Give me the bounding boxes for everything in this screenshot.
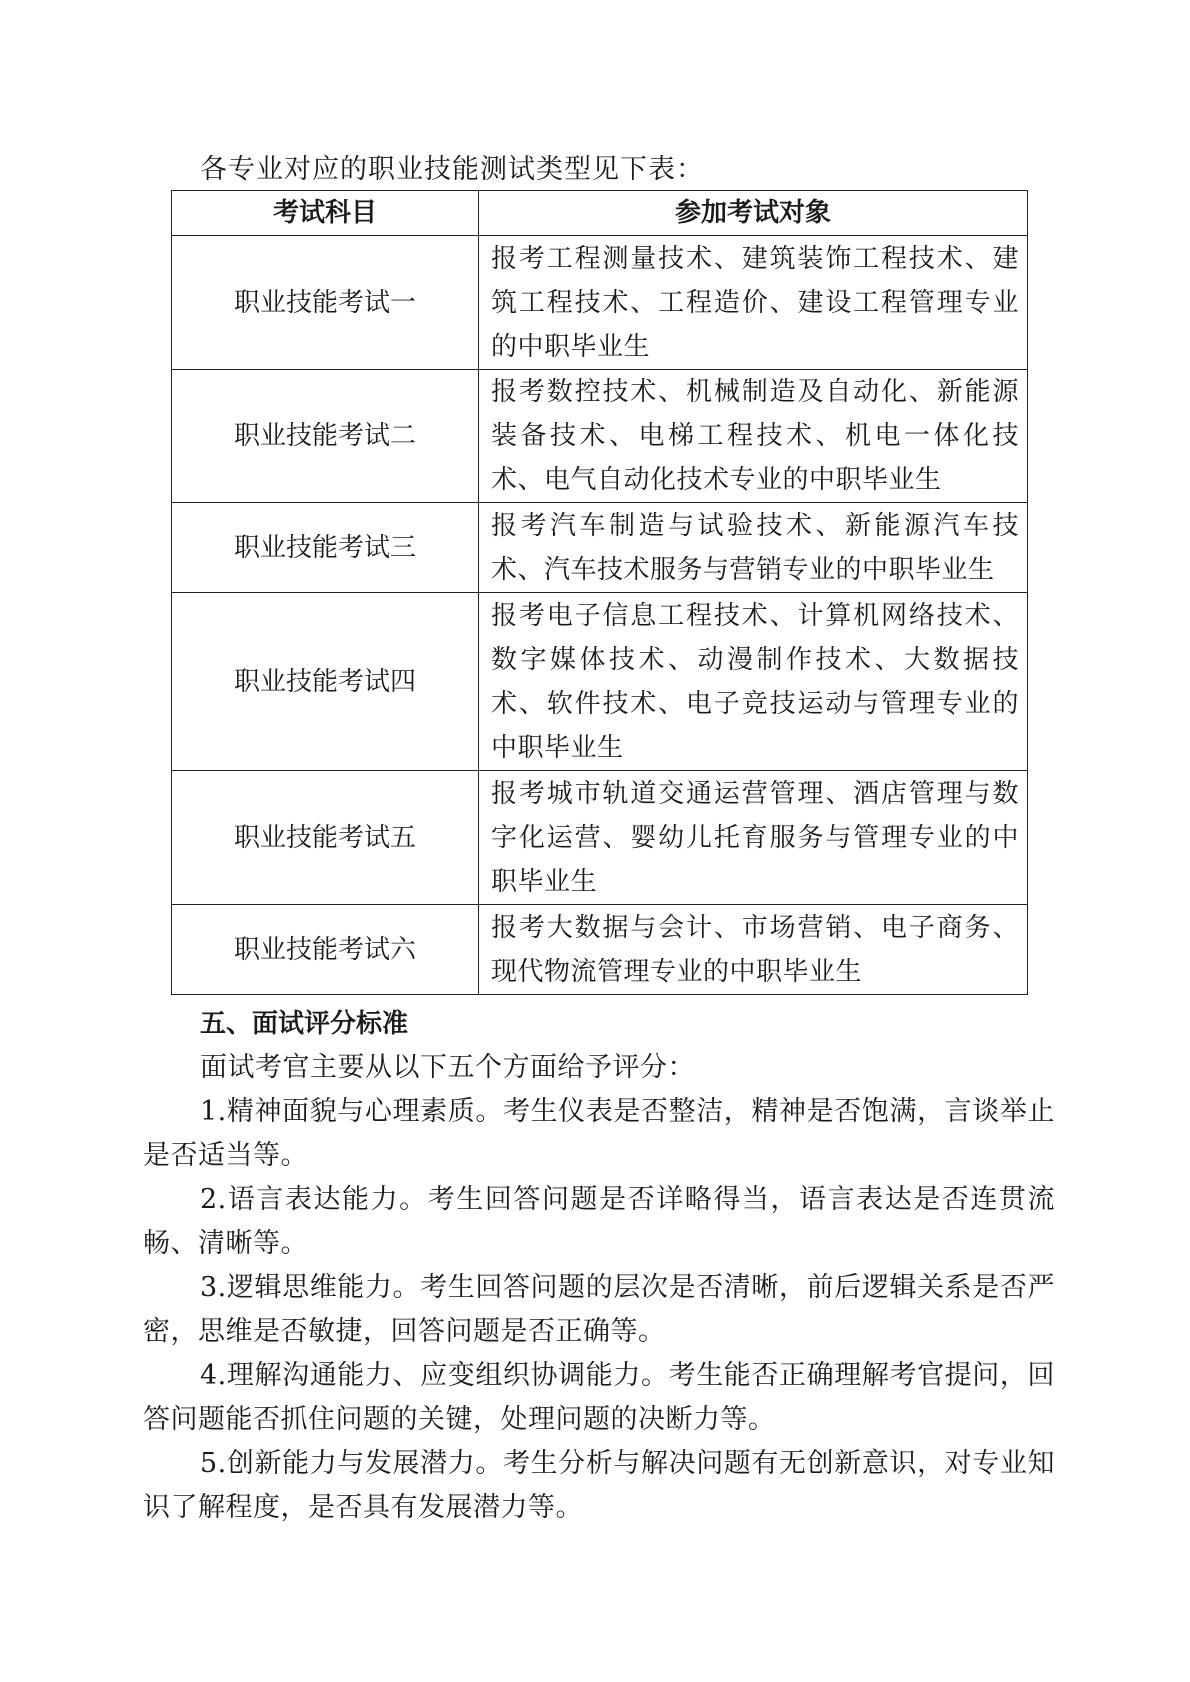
criterion-item: 5.创新能力与发展潜力。考生分析与解决问题有无创新意识，对专业知识了解程度，是否具有发展潜力等。 xyxy=(143,1448,1055,1523)
criterion-item: 4.理解沟通能力、应变组织协调能力。考生能否正确理解考官提问，回答问题能否抓住问题的关键，处理问题的决断力等。 xyxy=(143,1360,1055,1435)
criterion-item: 1.精神面貌与心理素质。考生仪表是否整洁，精神是否饱满，言谈举止是否适当等。 xyxy=(143,1096,1055,1171)
table-row xyxy=(172,503,1028,593)
table-row xyxy=(172,370,1028,503)
exam-target-cell: 报考电子信息工程技术、计算机网络技术、数字媒体技术、动漫制作技术、大数据技术、软件技术、电子竞技运动与管理专业的中职毕业生 xyxy=(479,593,1028,771)
table-header-row xyxy=(172,191,1028,236)
table-intro: 各专业对应的职业技能测试类型见下表： xyxy=(200,154,704,185)
section-heading: 五、面试评分标准 xyxy=(200,1009,409,1039)
exam-target-cell: 报考数控技术、机械制造及自动化、新能源装备技术、电梯工程技术、机电一体化技术、电气自动化技术专业的中职毕业生 xyxy=(479,370,1028,503)
exam-target-cell: 报考大数据与会计、市场营销、电子商务、现代物流管理专业的中职毕业生 xyxy=(479,905,1028,995)
exam-subject-cell: 职业技能考试五 xyxy=(172,771,479,905)
section-lead: 面试考官主要从以下五个方面给予评分： xyxy=(200,1052,695,1083)
exam-subject-cell: 职业技能考试一 xyxy=(172,236,479,370)
exam-target-cell: 报考工程测量技术、建筑装饰工程技术、建筑工程技术、工程造价、建设工程管理专业的中职毕业生 xyxy=(479,236,1028,370)
scoring-criteria xyxy=(143,1046,1055,1530)
table-row xyxy=(172,771,1028,905)
table-row xyxy=(172,593,1028,771)
exam-subject-cell: 职业技能考试四 xyxy=(172,593,479,771)
exam-type-table xyxy=(171,190,1028,995)
exam-subject-cell: 职业技能考试二 xyxy=(172,370,479,503)
header-exam-target: 参加考试对象 xyxy=(479,191,1028,236)
exam-target-cell: 报考城市轨道交通运营管理、酒店管理与数字化运营、婴幼儿托育服务与管理专业的中职毕业生 xyxy=(479,771,1028,905)
table-row xyxy=(172,905,1028,995)
criterion-item: 3.逻辑思维能力。考生回答问题的层次是否清晰，前后逻辑关系是否严密，思维是否敏捷，回答问题是否正确等。 xyxy=(143,1272,1055,1347)
criterion-item: 2.语言表达能力。考生回答问题是否详略得当，语言表达是否连贯流畅、清晰等。 xyxy=(143,1184,1055,1259)
exam-subject-cell: 职业技能考试六 xyxy=(172,905,479,995)
exam-subject-cell: 职业技能考试三 xyxy=(172,503,479,593)
exam-target-cell: 报考汽车制造与试验技术、新能源汽车技术、汽车技术服务与营销专业的中职毕业生 xyxy=(479,503,1028,593)
table-row xyxy=(172,236,1028,370)
header-exam-subject: 考试科目 xyxy=(172,191,479,236)
